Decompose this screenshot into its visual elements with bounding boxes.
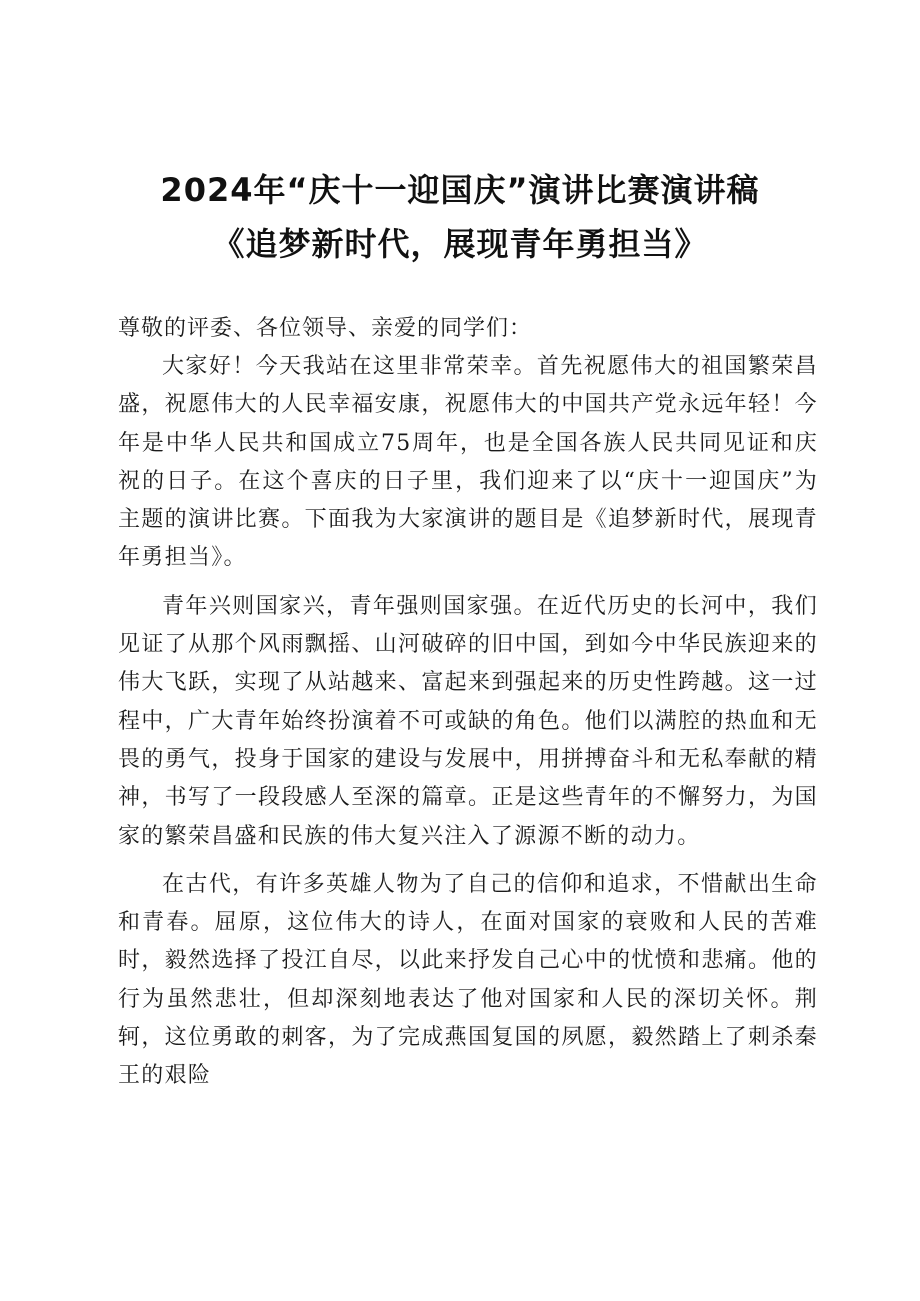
speech-body (118, 310, 818, 1106)
salutation: 尊敬的评委、各位领导、亲爱的同学们： (118, 316, 533, 341)
paragraph-2: 青年兴则国家兴，青年强则国家强。在近代历史的长河中，我们见证了从那个风雨飘摇、山河破碎的旧中国，到如今中华民族迎来的伟大飞跃，实现了从站越来、富起来到强起来的历史性跨越。这一过程中，广大青年始终扮演着不可或缺的角色。他们以满腔的热血和无畏的勇气，投身于国家的建设与发展中，用拼搏奋斗和无私奉献的精神，书写了一段段感人至深的篇章。正是这些青年的不懈努力，为国家的繁荣昌盛和民族的伟大复兴注入了源源不断的动力。 (118, 593, 818, 849)
title-line-1: 2024年“庆十一迎国庆”演讲比赛演讲稿 (160, 171, 760, 209)
paragraph-1: 大家好！今天我站在这里非常荣幸。首先祝愿伟大的祖国繁荣昌盛，祝愿伟大的人民幸福安康，祝愿伟大的中国共产党永远年轻！今年是中华人民共和国成立75周年，也是全国各族人民共同见证和庆祝的日子。在这个喜庆的日子里，我们迎来了以“庆十一迎国庆”为主题的演讲比赛。下面我为大家演讲的题目是《追梦新时代，展现青年勇担当》。 (118, 354, 818, 571)
title-line-2: 《追梦新时代，展现青年勇担当》 (212, 225, 708, 263)
paragraph-3: 在古代，有许多英雄人物为了自己的信仰和追求，不惜献出生命和青春。屈原，这位伟大的诗人，在面对国家的衰败和人民的苦难时，毅然选择了投江自尽，以此来抒发自己心中的忧愤和悲痛。他的行为虽然悲壮，但却深刻地表达了他对国家和人民的深切关怀。荆轲，这位勇敢的刺客，为了完成燕国复国的夙愿，毅然踏上了刺杀秦王的艰险 (118, 871, 818, 1089)
